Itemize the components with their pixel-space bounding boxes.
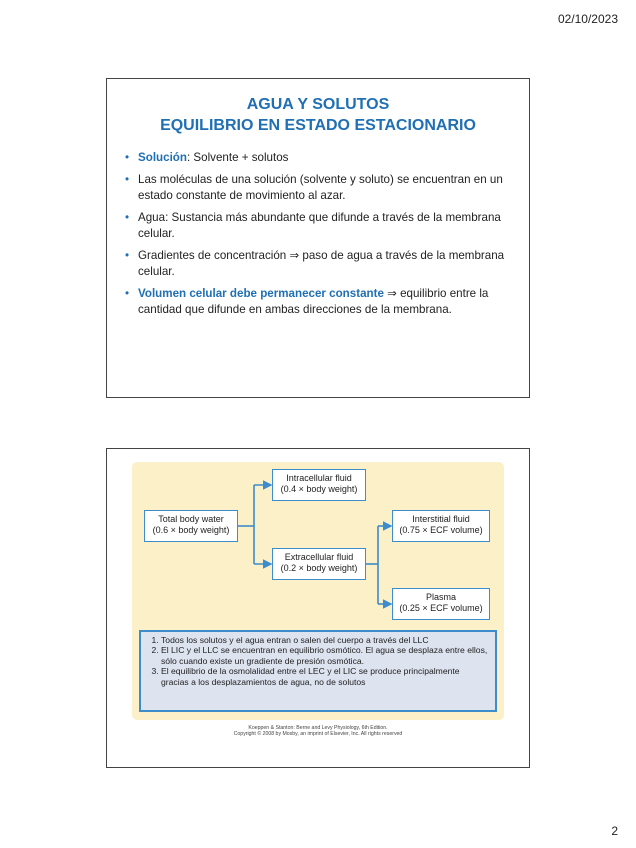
slide-title	[107, 94, 529, 136]
box-sublabel: (0.2 × body weight)	[280, 563, 358, 573]
box-sublabel: (0.4 × body weight)	[280, 484, 358, 494]
box-label: Total body water	[158, 514, 224, 524]
notes-box	[139, 630, 497, 712]
page-number: 2	[611, 824, 618, 838]
bullet-item	[123, 286, 507, 318]
bullet-item	[123, 210, 507, 242]
box-sublabel: (0.6 × body weight)	[152, 525, 230, 535]
slide-agua-y-solutos	[106, 78, 530, 398]
bullet-text: Agua: Sustancia más abundante que difunde a través de la membrana celular.	[138, 211, 501, 240]
bullet-text: : Solvente + solutos	[186, 151, 289, 164]
total-body-water-box	[144, 510, 238, 542]
note-item: 3. El equilibrio de la osmolalidad entre el LEC y el LIC se produce principalmente gracias a los desplazamientos de agua, no de solutos	[161, 666, 489, 687]
extracellular-fluid-box	[272, 548, 366, 580]
bullet-item	[123, 150, 507, 166]
box-label: Extracellular fluid	[284, 552, 354, 562]
box-sublabel: (0.25 × ECF volume)	[399, 603, 483, 613]
bullet-text: Las moléculas de una solución (solvente y soluto) se encuentran en un estado constante de movimiento al azar.	[138, 173, 503, 202]
box-label: Plasma	[425, 592, 456, 602]
bullet-highlight: Volumen celular debe permanecer constante	[138, 287, 384, 300]
bullet-text: ⇒ equilibrio entre la cantidad que difunde en ambas direcciones de la membrana.	[138, 287, 489, 316]
page-date: 02/10/2023	[557, 12, 618, 26]
intracellular-fluid-box	[272, 469, 366, 501]
note-item: 1. Todos los solutos y el agua entran o salen del cuerpo a través del LLC	[161, 635, 489, 645]
bullet-item	[123, 172, 507, 204]
slide-title-line-1: AGUA Y SOLUTOS	[246, 96, 390, 113]
box-sublabel: (0.75 × ECF volume)	[399, 525, 483, 535]
bullet-item	[123, 248, 507, 280]
box-label: Interstitial fluid	[412, 514, 470, 524]
credit-line-2: Copyright © 2008 by Mosby, an imprint of Elsevier, Inc. All rights reserved	[233, 731, 403, 738]
slide-title-line-2: EQUILIBRIO EN ESTADO ESTACIONARIO	[160, 117, 476, 134]
figure-credit	[132, 725, 504, 738]
box-label: Intracellular fluid	[286, 473, 352, 483]
bullet-text: Gradientes de concentración ⇒ paso de agua a través de la membrana celular.	[138, 249, 505, 278]
interstitial-fluid-box	[392, 510, 490, 542]
bullet-list	[123, 150, 507, 318]
bullet-highlight: Solución	[138, 151, 187, 164]
slide-body-water-diagram	[106, 448, 530, 768]
note-item: 2. El LIC y el LLC se encuentran en equilibrio osmótico. El agua se desplaza entre ellos, sólo cuando existe un gradiente de presión osmótica.	[161, 645, 489, 666]
diagram-panel	[132, 462, 504, 720]
credit-line-1: Koeppen & Stanton: Berne and Levy Physiology, 6th Edition.	[248, 725, 388, 731]
plasma-box	[392, 588, 490, 620]
notes-list	[147, 635, 489, 687]
